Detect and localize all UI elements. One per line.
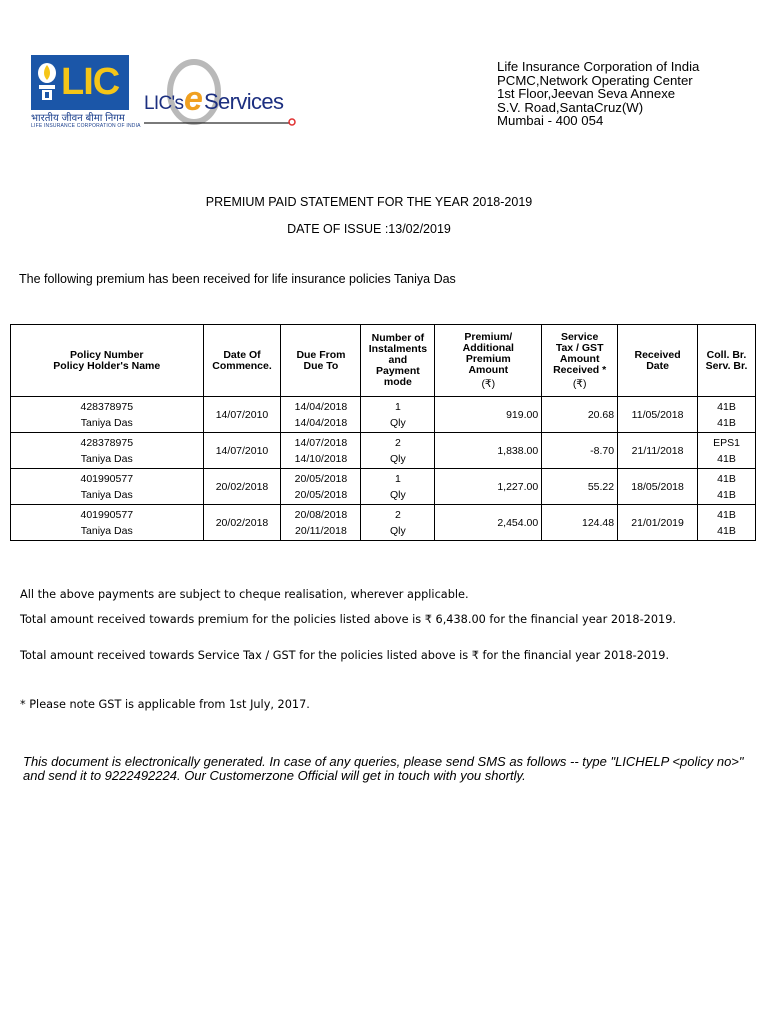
instalment-cell: 2 Qly (361, 433, 435, 469)
branch-cell: 41B 41B (698, 505, 756, 541)
lic-logo-box (31, 55, 129, 110)
tax-cell: 20.68 (542, 397, 618, 433)
footer-disclaimer: This document is electronically generated. In case of any queries, please send SMS as follows -- type "LICHELP <policy no>" and send it to 9222492224. Our Customerzone Official will get in touch with you shortly. (23, 754, 744, 783)
premium-table (10, 324, 756, 541)
lic-wordmark: LIC (61, 61, 120, 103)
table-row (11, 469, 756, 505)
address-line: 1st Floor,Jeevan Seva Annexe (497, 86, 676, 101)
premium-cell: 1,227.00 (435, 469, 542, 505)
col-instalments-header: Number of Instalments and Payment mode (361, 325, 435, 397)
tax-cell: 55.22 (542, 469, 618, 505)
policy-cell: 401990577 Taniya Das (11, 469, 204, 505)
intro-text: The following premium has been received for life insurance policies Taniya Das (19, 272, 456, 286)
col-branch-header: Coll. Br. Serv. Br. (698, 325, 756, 397)
due-cell: 14/04/2018 14/04/2018 (281, 397, 361, 433)
commence-cell: 20/02/2018 (203, 505, 281, 541)
table-row (11, 505, 756, 541)
due-cell: 14/07/2018 14/10/2018 (281, 433, 361, 469)
col-premium-header: Premium/ Additional Premium Amount (₹) (435, 325, 542, 397)
commence-cell: 20/02/2018 (203, 469, 281, 505)
col-commence-header: Date Of Commence. (203, 325, 281, 397)
due-cell: 20/05/2018 20/05/2018 (281, 469, 361, 505)
received-cell: 11/05/2018 (618, 397, 698, 433)
col-received-header: Received Date (618, 325, 698, 397)
office-address (497, 60, 699, 128)
table-row (11, 397, 756, 433)
policy-cell: 428378975 Taniya Das (11, 397, 204, 433)
lamp-emblem-icon (36, 61, 58, 103)
received-cell: 21/01/2019 (618, 505, 698, 541)
eservices-e-letter: e (184, 80, 203, 118)
premium-cell: 1,838.00 (435, 433, 542, 469)
eservices-swoosh-icon (144, 52, 300, 132)
table-row (11, 433, 756, 469)
col-due-header: Due From Due To (281, 325, 361, 397)
eservices-logo (144, 52, 300, 132)
policy-cell: 401990577 Taniya Das (11, 505, 204, 541)
eservices-suffix: Services (204, 89, 284, 114)
address-line: Mumbai - 400 054 (497, 113, 604, 128)
lic-logo (31, 55, 141, 131)
lic-corp-name: LIFE INSURANCE CORPORATION OF INDIA (31, 123, 141, 129)
commence-cell: 14/07/2010 (203, 433, 281, 469)
branch-cell: 41B 41B (698, 397, 756, 433)
branch-cell: EPS1 41B (698, 433, 756, 469)
col-tax-header: Service Tax / GST Amount Received * (₹) (542, 325, 618, 397)
issue-date: DATE OF ISSUE :13/02/2019 (287, 222, 451, 236)
total-tax-note: Total amount received towards Service Tax / GST for the policies listed above is ₹ for the financial year 2018-2019. (20, 649, 670, 662)
address-line: PCMC,Network Operating Center (497, 72, 693, 88)
tax-cell: -8.70 (542, 433, 618, 469)
gst-note: * Please note GST is applicable from 1st July, 2017. (20, 698, 310, 711)
instalment-cell: 1 Qly (361, 469, 435, 505)
col-policy-header: Policy Number Policy Holder's Name (11, 325, 204, 397)
premium-cell: 2,454.00 (435, 505, 542, 541)
lic-hindi-name: भारतीय जीवन बीमा निगम (31, 113, 125, 124)
cheque-note: All the above payments are subject to cheque realisation, wherever applicable. (20, 588, 469, 601)
policy-cell: 428378975 Taniya Das (11, 433, 204, 469)
tax-cell: 124.48 (542, 505, 618, 541)
address-line: Life Insurance Corporation of India (497, 59, 700, 74)
due-cell: 20/08/2018 20/11/2018 (281, 505, 361, 541)
received-cell: 18/05/2018 (618, 469, 698, 505)
address-line: S.V. Road,SantaCruz(W) (497, 99, 644, 115)
statement-title: PREMIUM PAID STATEMENT FOR THE YEAR 2018-2019 (205, 195, 533, 209)
instalment-cell: 2 Qly (361, 505, 435, 541)
eservices-prefix: LIC's (144, 93, 184, 114)
instalment-cell: 1 Qly (361, 397, 435, 433)
premium-cell: 919.00 (435, 397, 542, 433)
commence-cell: 14/07/2010 (203, 397, 281, 433)
total-premium-note: Total amount received towards premium for the policies listed above is ₹ 6,438.00 for the financial year 2018-2019. (20, 613, 677, 626)
branch-cell: 41B 41B (698, 469, 756, 505)
received-cell: 21/11/2018 (618, 433, 698, 469)
table-header-row (11, 325, 756, 397)
